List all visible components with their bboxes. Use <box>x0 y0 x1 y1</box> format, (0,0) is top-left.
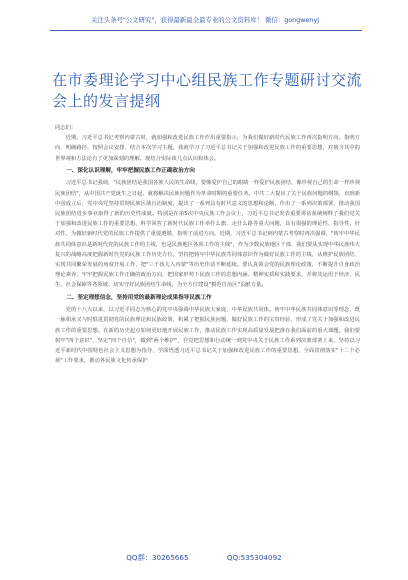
footer-qq: QQ:535304092 <box>226 553 282 562</box>
intro-paragraph: 近期，习近平总书记考察内蒙古时，就加强和改进民族工作作出重要指示，为我们做好新时代民族工作再次指明方向。指明方向、明确路径、按照会议安排，结合本次学习主题，我就学习了习近平总书记关于加强和改进民族工作的重要思想，对擅含其中的世界观和方法论有了更加深刻的理解。现结合实际谈几点认识和体会。 <box>55 135 360 162</box>
section-heading-1: 一、深化认识理解，牢牢把握民族工作正确政治方向 <box>66 167 195 174</box>
header-banner: 关注头条号"公文研究"，获得最新最全最专业的公文资料库！ 微信：gongwenyj <box>90 16 320 24</box>
document-title: 在市委理论学习中心组民族工作专题研讨交流会上的发言提纲 <box>52 71 363 111</box>
salutation: 同志们： <box>55 125 77 131</box>
section-1-paragraph: 习近平总书记强调，"民族团结是我国各族人民的生命线，要像爱护自己的眼睛一样爱护民族团结，像珍视自己的生命一样珍视民族团结"，从中国共产党诞生之日起，就将解决民族问题作为革命时期的重要任务。中共二大提出了关于民族问题的纲领，直到新中国成立后，党中央党坚持贯彻民族区域自治制度，提出了一系列具有时代意义的思想和论断，作出了一系列决策部署，推动我国民族团结进步事业取得了新的历史性成就。特别是在第5次中央民族工作会议上，习近平总书记发表重要讲话系统阐释了我们党关于加强和改进民族工作的重要思想，科学回答了新时代民族工作举什么旗、走什么路等重大问题，具有很强的理论性、指导性、针对性，为做好新时代党的民族工作提供了重要遵循，指明了前进方向。近期，习近平总书记到内蒙古考察时再次强调，"铸牢中华民族共同体意识是新时代党的民族工作的主线，也是民族地区各项工作的主线"，作为少数民族地区干部，我们要从实现中华民族伟大复兴的战略高度把握新时代党的民族工作历史方位，坚持把铸牢中华民族共同体意识作为做好民族工作的主线，从维护民族团结、实现共同繁荣发展的角度开展工作，把"三千孩儿入内蒙"等历史佳话不断延续。要认真领会党的民族理论政策，不断提升自身政治理论素养，牢牢把握民族工作正确的政治方向，把国家形势下民族工作的思想内涵、精神实质和实践要求，并将其运用于经济、民生、社会保障等各领域，切实守好民族团结生命线，为全方位建设"模范自治区"贡献力量。 <box>55 180 360 289</box>
section-heading-2: 二、坚定理想信念，坚持用党的最新理论成果指导民族工作 <box>66 294 212 301</box>
footer-qq-group: QQ群：30265665 <box>126 553 189 562</box>
document-body <box>55 123 360 366</box>
footer-contact <box>0 553 408 563</box>
header-divider <box>50 30 362 31</box>
section-2-paragraph: 党的十八大以来，以习近平同志为核心的党中央强调中华民族大家庭、中华民族共同体。铸牢中华民族共同体意识等理念，既一脉相承又与时俱进贯彻党的民族理论和民族政策，积累了把握民族问题、做好民族工作的宝贵经验，形成了党关于加强和改进民族工作的重要思想。在新的历史起点如何更好地开展民族工作，推动民族工作实现高质量发展把准在我们面前的重大课题。我们要树牢"四个意识"，坚定"四个自信"，做到"两个维护"，自觉把思想和行动统一到党中央关于民族工作系列决策部署上来，坚持以习近平新时代中国特色社会主义思想为指导，学深悟透习近平总书记关于加强和改进民族工作的重要思想，全面贯彻落实"十二个必须"工作要求，推动各民族文化传承保护 <box>55 307 360 365</box>
